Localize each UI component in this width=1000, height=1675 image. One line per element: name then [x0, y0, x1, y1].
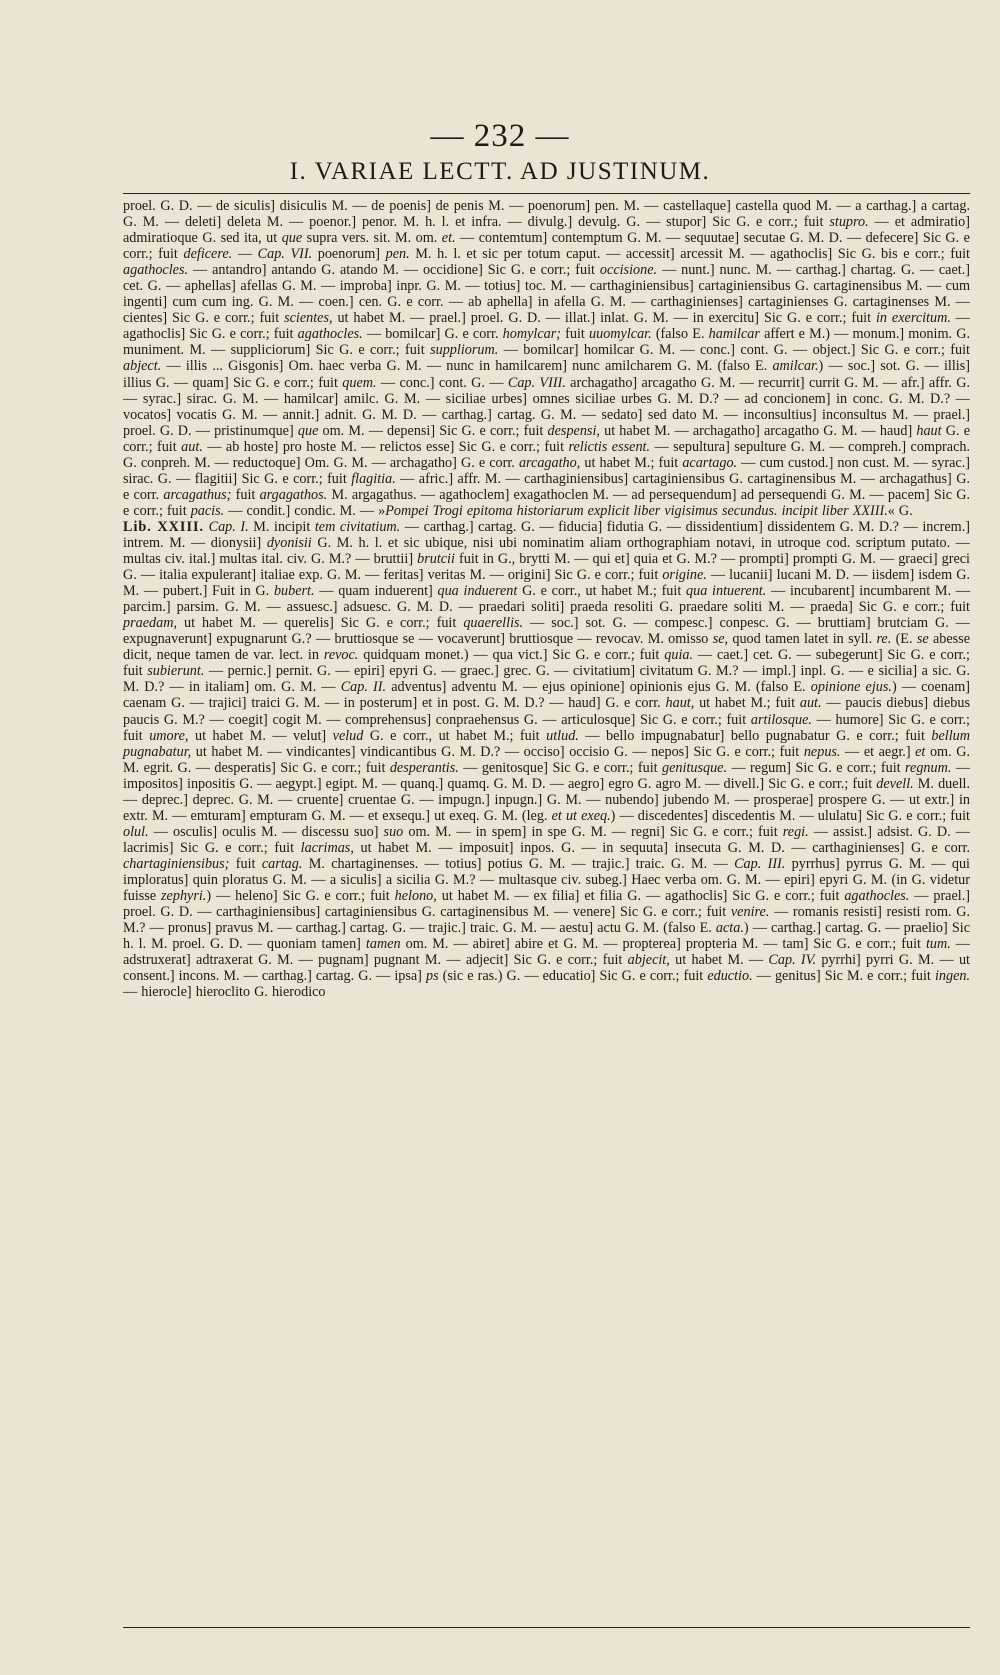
italic-reading: Cap. VIII. — [507, 374, 566, 391]
italic-reading: utlud. — [546, 727, 579, 744]
italic-reading: nepus. — [803, 743, 841, 760]
text-run: ut habet M. — querelis] Sic G. e corr.; fuit — [177, 615, 464, 632]
italic-reading: arcagathus; — [163, 486, 232, 503]
text-run: — carthag.] cartag. G. — fiducia] fidutia G. — dissidentium] dissidentem G. M. D.? — increm.] intrem. M. — dionysii] — [123, 518, 970, 551]
text-run: ut habet M. — archagatho] arcagatho G. M. — haud] — [599, 422, 917, 439]
italic-reading: Cap. III. — [734, 855, 786, 872]
text-run: ) — carthag.] cartag. G. — praelio] Sic h. l. M. proel. G. D. — quoniam tamen] — [123, 920, 970, 953]
text-run: — assist.] adsist. G. D. — lacrimis] Sic G. e corr.; fuit — [123, 823, 970, 856]
italic-reading: amilcar. — [772, 358, 819, 375]
italic-reading: olul. — [123, 823, 149, 840]
text-run: — genitosque] Sic G. e corr.; fuit — [458, 759, 663, 776]
section-heading: I. VARIAE LECTT. AD JUSTINUM. — [289, 158, 711, 185]
text-run: om. M. — abiret] abire et G. M. — propterea] propteria M. — tam] Sic G. e corr.; fuit — [400, 936, 926, 953]
text-run: — agathoclis] Sic G. e corr.; fuit — [123, 310, 970, 343]
text-run: ut habet M.; fuit — [580, 454, 683, 471]
text-run: — contemtum] contemptum G. M. — sequutae] secutae G. M. D. — defecere] Sic G. e corr.; fuit — [123, 230, 970, 263]
italic-reading: velud — [332, 727, 364, 744]
italic-reading: Cap. VII. — [257, 246, 313, 263]
text-run: — et aegr.] — [840, 743, 916, 760]
book-label: Lib. XXIII. — [123, 518, 205, 535]
text-run: — condit.] condic. M. — » — [224, 502, 386, 519]
italic-reading: suppliorum. — [430, 342, 499, 359]
italic-reading: tamen — [365, 936, 401, 953]
italic-reading: abjecit, — [627, 952, 670, 969]
text-run: pyrrhi] pyrri G. M. — ut consent.] incons. M. — carthag.] cartag. G. — ipsa] — [123, 952, 970, 985]
italic-reading: agathocles. — [297, 326, 363, 343]
text-run: — sepultura] sepulture G. M. — compreh.] comprach. G. conpreh. M. — reductoque] Om. G. M. — archagatho] G. e corr. — [123, 438, 971, 471]
text-run: — humore] Sic G. e corr.; fuit — [123, 711, 970, 744]
text-run: ut habet M. — imposuit] inpos. G. — in sequuta] insecuta G. M. D. — carthaginienses] G. e corr. — [353, 839, 970, 856]
italic-reading: haut, — [665, 695, 695, 712]
italic-reading: relictis essent. — [568, 438, 651, 455]
text-run: — nunt.] nunc. M. — carthag.] chartag. G. — caet.] cet. G. — aphellas] afellas G. M. — improba] inpr. G. M. — totius] toc. M. — carthaginiensibus] cartaginiensibus G. cartaginensibus M. — cum ingenti] cum cum ing. G. M. — coen.] cen. G. e corr. — ab aphella] in afella G. M. — carthaginienses] cartaginienses G. cartaginenses M. — cientes] Sic G. e corr.; fuit — [123, 262, 970, 327]
text-run: — paucis diebus] diebus paucis G. M.? — coegit] cogit M. — comprehensus] conpraehensus G. — articulosque] Sic G. e corr.; fuit — [123, 695, 970, 728]
text-run: — illis ... Gisgonis] Om. haec verba G. M. — nunc in hamilcarem] nunc amilcharem G. M. (falso E. — [161, 358, 773, 375]
italic-reading: quem. — [342, 374, 377, 391]
italic-reading: se — [916, 631, 929, 648]
text-run: (falso E. — [651, 326, 709, 343]
text-run: ut habet M. — — [669, 952, 769, 969]
italic-reading: Cap. IV. — [768, 952, 817, 969]
text-run: — genitus] Sic M. e corr.; fuit — [752, 968, 935, 985]
italic-reading: suo — [383, 823, 404, 840]
italic-reading: origine. — [662, 567, 707, 584]
italic-reading: qua intuerent. — [686, 583, 767, 600]
italic-reading: et. — [441, 230, 456, 247]
text-run: ut habet M. — ex filia] et filia G. — agathoclis] Sic G. e corr.; fuit — [436, 888, 845, 905]
italic-reading: scientes, — [284, 310, 333, 327]
apparatus-text — [123, 198, 970, 1000]
top-rule — [123, 193, 970, 194]
text-run: — pernic.] pernit. G. — epiri] epyri G. — graec.] grec. G. — civitatium] civitatum G. M.? — impl.] inpl. G. — e sicilia] a sic. G. M. D.? — in italiam] om. G. M. — — [123, 663, 970, 696]
italic-reading: que — [297, 422, 319, 439]
text-run: fuit — [231, 486, 260, 503]
text-run: abesse dicit, neque tamen de var. lect. in — [123, 631, 970, 664]
text-run: G. M. h. l. et sic ubique, nisi ubi nominatim aliam orthographiam notavi, in utroque cod. scriptum putato. — multas civ. ital.] multas ital. civ. G. M.? — bruttii] — [123, 534, 970, 568]
paragraph-book-xxii — [123, 198, 970, 519]
italic-reading: in exercitum. — [875, 310, 951, 327]
page-number: — 232 — — [430, 118, 570, 154]
italic-reading: bubert. — [273, 583, 315, 600]
text-run: quidquam monet.) — qua vict.] Sic G. e corr.; fuit — [358, 647, 665, 664]
text-run: quod tamen latet in syll. — [728, 631, 877, 648]
text-run: — ab hoste] pro hoste M. — relictos esse] Sic G. e corr.; fuit — [202, 438, 569, 455]
italic-reading: Pompei Trogi epitoma historiarum explicit liber vigisimus secundus. incipit liber XXIII. — [385, 502, 888, 519]
italic-reading: zephyri. — [161, 888, 207, 905]
text-run: — bomilcar] G. e corr. — [362, 326, 503, 343]
italic-reading: tem civitatium. — [314, 518, 401, 535]
italic-reading: Cap. II. — [340, 679, 387, 696]
italic-reading: opinione ejus. — [810, 679, 892, 696]
text-run: — soc.] sot. G. — compesc.] conpesc. G. — bruttiam] brutciam G. — expugnaverunt] expugnarunt G.? — bruttiosque se — vocaverunt] bruttiosque — revocav. M. omisso — [123, 615, 970, 648]
italic-reading: stupro. — [829, 214, 869, 231]
italic-reading: bellum pugnabatur, — [123, 727, 971, 760]
italic-reading: occisione. — [599, 262, 658, 279]
italic-reading: acta. — [715, 920, 744, 937]
italic-reading: uuomylcar. — [589, 326, 652, 343]
italic-reading: et ut exeq. — [551, 807, 611, 824]
italic-reading: que — [281, 230, 303, 247]
italic-reading: abject. — [123, 358, 162, 375]
text-run: — — [232, 246, 258, 263]
text-run: ) — soc.] sot. G. — illis] illius G. — quam] Sic G. e corr.; fuit — [123, 358, 970, 391]
text-run: — impositos] inpositis G. — aegypt.] egipt. M. — quanq.] quamq. G. M. D. — aegro] egro G. agro M. — divell.] Sic G. e corr.; fuit — [123, 759, 971, 792]
text-run: — osculis] oculis M. — discessu suo] — [148, 823, 384, 840]
text-run: archagatho] arcagatho G. M. — recurrit] currit G. M. — afr.] affr. G. — syrac.] sirac. G. M. — hamilcar] amilc. G. M. — siciliae urbes] omnes siciliae urbes G. M. D.? — ad concionem] in conc. G. M. D.? — vocatos] vocatis G. M. — annit.] adnit. G. M. D. — carthag.] cartag. G. M. — sedato] sed dato M. — inconsultius] inconsultus M. — prael.] proel. G. D. — pristinumque] — [123, 374, 971, 439]
italic-reading: agathocles. — [844, 888, 910, 905]
italic-reading: et — [915, 743, 926, 760]
text-run: — incubarent] incumbarent M. — parcim.] parsim. G. M. — assuesc.] adsuesc. G. M. D. — praedari soliti] praeda resoliti G. praedare soliti M. — praeda] Sic G. e corr.; fuit — [123, 583, 971, 616]
italic-reading: tum. — [925, 936, 951, 953]
text-run: proel. G. D. — de siculis] disiculis M. — de poenis] de penis M. — poenorum] pen. M. — castellaque] castella quod M. — a carthag.] a cartag. G. M. — deleti] deleta M. — poenor.] penor. M. h. l. et infra. — divulg.] devulg. G. — stupor] Sic G. e corr.; fuit — [123, 198, 970, 231]
italic-reading: brutcii — [417, 551, 455, 568]
text-run: M. chartaginenses. — totius] potius G. M. — trajic.] traic. G. M. — — [302, 855, 735, 872]
text-run: M. incipit — [248, 518, 315, 535]
italic-reading: revoc. — [323, 647, 359, 664]
text-run: — regum] Sic G. e corr.; fuit — [727, 759, 906, 776]
text-run: fuit — [560, 326, 590, 343]
text-run: fuit — [229, 855, 262, 872]
text-run: supra vers. sit. M. om. — [302, 230, 442, 247]
italic-reading: cartag. — [261, 855, 303, 872]
text-run: (E. — [891, 631, 917, 648]
italic-reading: subierunt. — [147, 663, 205, 680]
text-run: — lucanii] lucani M. D. — iisdem] isdem G. M. — pubert.] Fuit in G. — [123, 567, 970, 600]
text-run: — prael.] proel. G. D. — carthaginiensibus] cartaginiensibus G. cartaginensibus M. — venere] Sic G. e corr.; fuit — [123, 888, 970, 921]
italic-reading: arcagatho, — [518, 454, 581, 471]
italic-reading: devell. — [876, 775, 914, 792]
text-run: — caet.] cet. G. — subegerunt] Sic G. e corr.; fuit — [123, 647, 970, 680]
text-run: ut habet M. — prael.] proel. G. D. — illat.] inlat. G. M. — in exercitu] Sic G. e corr.; fuit — [332, 310, 876, 327]
text-run: — hierocle] hieroclito G. hierodico — [123, 984, 326, 1001]
italic-reading: regnum. — [905, 759, 952, 776]
text-run: M. argagathus. — agathoclem] exagathoclen M. — ad persequendum] ad persequendi G. M. — pacem] Sic G. e corr.; fuit — [123, 486, 971, 519]
italic-reading: hamilcar — [708, 326, 760, 343]
text-run: ut habet M. — velut] — [188, 727, 333, 744]
italic-reading: quia. — [664, 647, 694, 664]
italic-reading: venire. — [730, 904, 770, 921]
italic-reading: dyonisii — [266, 534, 312, 551]
italic-reading: agathocles. — [123, 262, 189, 279]
italic-reading: ps — [425, 968, 439, 985]
text-run: — bello impugnabatur] bello pugnabatur G. e corr.; fuit — [578, 727, 932, 744]
italic-reading: qua induerent — [437, 583, 518, 600]
italic-reading: umore, — [149, 727, 189, 744]
text-run: affert e M.) — monum.] monim. G. muniment. M. — suppliciorum] Sic G. e corr.; fuit — [123, 326, 971, 359]
text-run: om. M. — in spem] in spe G. M. — regni] Sic G. e corr.; fuit — [403, 823, 783, 840]
italic-reading: helono, — [394, 888, 437, 905]
italic-reading: aut. — [181, 438, 203, 455]
text-run: G. e corr.; fuit — [123, 422, 971, 455]
text-run: ut habet M. — vindicantes] vindicantibus G. M. D.? — occiso] occisio G. — nepos] Sic G. e corr.; fuit — [191, 743, 804, 760]
italic-reading: argagathos. — [259, 486, 328, 503]
italic-reading: Cap. I. — [208, 518, 249, 535]
text-run: — quam induerent] — [314, 583, 438, 600]
text-run: adventus] adventu M. — ejus opinione] opinionis ejus G. M. (falso E. — [386, 679, 811, 696]
italic-reading: regi. — [782, 823, 809, 840]
italic-reading: quaerellis. — [463, 615, 524, 632]
text-run: om. G. M. egrit. G. — desperatis] Sic G. e corr.; fuit — [123, 743, 970, 776]
text-run: — romanis resisti] resisti rom. G. M.? — pronus] pravus M. — carthag.] cartag. G. — trajic.] traic. G. M. — aestu] actu G. M. (falso E. — [123, 904, 970, 937]
italic-reading: artilosque. — [750, 711, 812, 728]
text-run: — adstruxerat] adtraxerat G. M. — pugnam] pugnant M. — adjecit] Sic G. e corr.; fuit — [123, 936, 970, 969]
text-run: ) — coenam] caenam G. — trajici] traici G. M. — in posterum] et in post. G. M. D.? — haud] G. e corr. — [123, 679, 970, 712]
text-run: — antandro] antando G. atando M. — occidione] Sic G. e corr.; fuit — [188, 262, 600, 279]
italic-reading: despensi, — [547, 422, 600, 439]
bottom-rule — [123, 1627, 970, 1628]
italic-reading: aut. — [799, 695, 822, 712]
italic-reading: desperantis. — [389, 759, 459, 776]
italic-reading: genitusque. — [662, 759, 728, 776]
italic-reading: re. — [876, 631, 892, 648]
text-run: ) — heleno] Sic G. e corr.; fuit — [206, 888, 395, 905]
italic-reading: pacis. — [190, 502, 225, 519]
italic-reading: acartago. — [682, 454, 738, 471]
text-run: poenorum] — [312, 246, 386, 263]
italic-reading: eductio. — [707, 968, 753, 985]
italic-reading: homylcar; — [502, 326, 561, 343]
italic-reading: ingen. — [934, 968, 971, 985]
italic-reading: praedam, — [123, 615, 177, 632]
text-run: — et admiratio] admiratioque G. sed ita, ut — [123, 214, 970, 247]
text-run: — afric.] affr. M. — carthaginiensibus] cartaginiensibus G. cartaginensibus M. — archagathus] G. e corr. — [123, 470, 970, 503]
text-run: M. duell. — deprec.] deprec. G. M. — cruente] cruentae G. — impugn.] inpugn.] G. M. — nubendo] jubendo M. — prosperae] prospere G. — ut extr.] in extr. M. — emturam] empturam G. M. — et exsequ.] ut exeq. G. M. (leg. — [123, 775, 970, 824]
text-run: om. M. — depensi] Sic G. e corr.; fuit — [318, 422, 548, 439]
text-run: fuit in G., brytti M. — qui et] quia et G. M.? — prompti] prompti G. M. — graeci] greci G. — italia expulerant] italiae exp. G. M. — feritas] veritas M. — origini] Sic G. e corr.; fuit — [123, 551, 970, 584]
italic-reading: chartaginiensibus; — [123, 855, 230, 872]
italic-reading: pen. — [385, 246, 410, 263]
text-run: — cum custod.] non cust. M. — syrac.] sirac. G. — flagitii] Sic G. e corr.; fuit — [123, 454, 970, 487]
text-run: — conc.] cont. G. — — [376, 374, 508, 391]
text-run: — bomilcar] homilcar G. M. — conc.] cont. G. — object.] Sic G. e corr.; fuit — [498, 342, 970, 359]
text-run: « G. — [887, 502, 913, 519]
text-run: (sic e ras.) G. — educatio] Sic G. e corr.; fuit — [438, 968, 708, 985]
italic-reading: se, — [712, 631, 729, 648]
italic-reading: flagitia. — [351, 470, 396, 487]
italic-reading: deficere. — [183, 246, 233, 263]
italic-reading: haut — [916, 422, 942, 439]
text-run: pyrrhus] pyrrus G. M. — qui imploratus] quin ploratus G. M. — a siculis] a sicilia G. M.? — multasque civ. subeg.] Haec verba om. G. M. — epiri] epyri G. M. (in G. videtur fuisse — [123, 855, 970, 905]
text-run: ut habet M.; fuit — [694, 695, 800, 712]
text-run: G. e corr., ut habet M.; fuit — [517, 583, 687, 600]
paragraph-book-xxiii — [123, 519, 970, 1000]
text-run: M. h. l. et sic per totum caput. — accessit] arcessit M. — agathoclis] Sic G. bis e corr.; fuit — [409, 246, 970, 263]
text-run: G. e corr., ut habet M.; fuit — [363, 727, 547, 744]
text-run: ) — discedentes] discedentis M. — ululatu] Sic G. e corr.; fuit — [610, 807, 970, 824]
italic-reading: lacrimas, — [300, 839, 354, 856]
